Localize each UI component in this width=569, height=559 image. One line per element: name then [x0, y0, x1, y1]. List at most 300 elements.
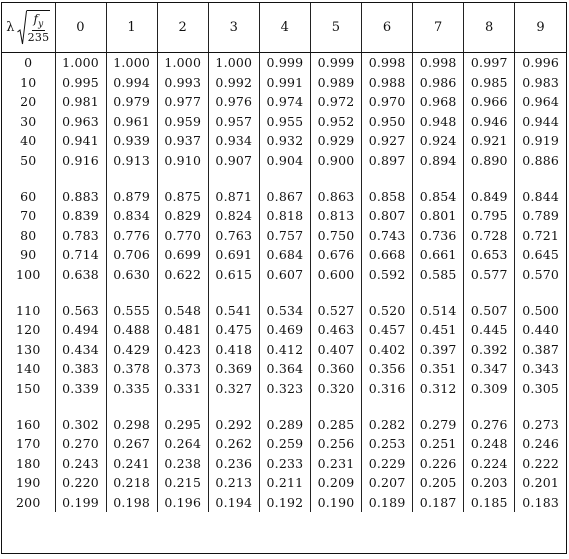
- spacer-cell: [259, 399, 310, 415]
- coefficient-cell: 0.246: [515, 434, 566, 454]
- coefficient-cell: 0.183: [515, 493, 566, 513]
- coefficient-cell: 0.995: [55, 73, 106, 93]
- coefficient-cell: 0.289: [259, 415, 310, 435]
- spacer-cell: [157, 285, 208, 301]
- sqrt-sign-icon: [17, 10, 27, 46]
- lambda-cell: 0: [24, 55, 33, 70]
- coefficient-cell: 0.986: [413, 73, 464, 93]
- table-row: [2, 245, 566, 265]
- column-header-8: 8: [464, 3, 515, 53]
- coefficient-cell: 0.879: [106, 187, 157, 207]
- coefficient-cell: 0.834: [106, 206, 157, 226]
- table-row: [2, 473, 566, 493]
- spacer-cell: [310, 399, 361, 415]
- lambda-cell: 130: [16, 341, 41, 357]
- coefficient-cell: 0.904: [259, 151, 310, 171]
- coefficient-cell: 0.320: [310, 379, 361, 399]
- coefficient-cell: 0.972: [310, 92, 361, 112]
- coefficient-cell: 0.988: [362, 73, 413, 93]
- coefficient-cell: 0.218: [106, 473, 157, 493]
- coefficient-cell: 0.937: [157, 131, 208, 151]
- coefficient-cell: 0.215: [157, 473, 208, 493]
- coefficient-cell: 0.199: [55, 493, 106, 513]
- coefficient-cell: 0.957: [208, 112, 259, 132]
- table-row: [2, 359, 566, 379]
- coefficient-cell: 0.351: [413, 359, 464, 379]
- coefficient-cell: 0.445: [464, 320, 515, 340]
- coefficient-cell: 0.238: [157, 454, 208, 474]
- coefficient-cell: 0.273: [515, 415, 566, 435]
- coefficient-cell: 0.691: [208, 245, 259, 265]
- table-row: [2, 379, 566, 399]
- coefficient-cell: 0.750: [310, 226, 361, 246]
- column-header-1: 1: [106, 3, 157, 53]
- table-row: [2, 112, 566, 132]
- coefficient-cell: 0.243: [55, 454, 106, 474]
- coefficient-cell: 0.944: [515, 112, 566, 132]
- coefficient-cell: 0.323: [259, 379, 310, 399]
- lambda-cell: 100: [16, 266, 41, 282]
- coefficient-cell: 0.364: [259, 359, 310, 379]
- coefficient-cell: 0.714: [55, 245, 106, 265]
- stability-coefficient-table-page: [1, 2, 567, 554]
- spacer-cell: [55, 171, 106, 187]
- spacer-cell: [310, 285, 361, 301]
- coefficient-cell: 0.457: [362, 320, 413, 340]
- table-row: [2, 415, 566, 435]
- coefficient-cell: 0.998: [413, 53, 464, 73]
- coefficient-cell: 0.615: [208, 265, 259, 285]
- coefficient-cell: 0.339: [55, 379, 106, 399]
- table-row: [2, 493, 566, 513]
- spacer-cell: [515, 171, 566, 187]
- sqrt-expression: [17, 10, 51, 46]
- coefficient-cell: 0.997: [464, 53, 515, 73]
- coefficient-cell: 0.327: [208, 379, 259, 399]
- coefficient-cell: 0.721: [515, 226, 566, 246]
- coefficient-cell: 0.913: [106, 151, 157, 171]
- lambda-cell: 180: [16, 455, 41, 471]
- table-row: [2, 265, 566, 285]
- coefficient-cell: 0.285: [310, 415, 361, 435]
- lambda-formula: [6, 10, 50, 46]
- coefficient-cell: 0.863: [310, 187, 361, 207]
- coefficient-cell: 0.527: [310, 301, 361, 321]
- coefficient-cell: 0.222: [515, 454, 566, 474]
- fy-numerator: [32, 13, 46, 31]
- coefficient-cell: 0.801: [413, 206, 464, 226]
- lambda-cell: 30: [20, 113, 37, 129]
- spacer-cell: [464, 171, 515, 187]
- coefficient-cell: 0.347: [464, 359, 515, 379]
- coefficient-cell: 0.807: [362, 206, 413, 226]
- coefficient-cell: 0.520: [362, 301, 413, 321]
- coefficient-cell: 0.570: [515, 265, 566, 285]
- coefficient-cell: 0.209: [310, 473, 361, 493]
- coefficient-cell: 0.224: [464, 454, 515, 474]
- coefficient-cell: 0.592: [362, 265, 413, 285]
- coefficient-cell: 0.959: [157, 112, 208, 132]
- lambda-cell: 40: [20, 133, 37, 149]
- coefficient-cell: 0.789: [515, 206, 566, 226]
- coefficient-cell: 0.231: [310, 454, 361, 474]
- coefficient-cell: 0.203: [464, 473, 515, 493]
- coefficient-cell: 0.976: [208, 92, 259, 112]
- coefficient-cell: 0.994: [106, 73, 157, 93]
- coefficient-cell: 0.934: [208, 131, 259, 151]
- coefficient-cell: 0.985: [464, 73, 515, 93]
- coefficient-cell: 0.706: [106, 245, 157, 265]
- coefficient-cell: 0.440: [515, 320, 566, 340]
- coefficient-cell: 0.795: [464, 206, 515, 226]
- lambda-cell: 150: [16, 380, 41, 396]
- coefficient-cell: 0.185: [464, 493, 515, 513]
- coefficient-cell: 0.929: [310, 131, 361, 151]
- lambda-cell: 20: [20, 94, 37, 110]
- coefficient-cell: 0.894: [413, 151, 464, 171]
- coefficient-cell: 0.875: [157, 187, 208, 207]
- coefficient-cell: 0.563: [55, 301, 106, 321]
- lambda-cell: 200: [16, 494, 41, 510]
- coefficient-cell: 0.451: [413, 320, 464, 340]
- coefficient-cell: 0.979: [106, 92, 157, 112]
- coefficient-cell: 0.829: [157, 206, 208, 226]
- spacer-cell: [208, 399, 259, 415]
- coefficient-cell: 0.194: [208, 493, 259, 513]
- lambda-header-cell: [2, 3, 55, 53]
- coefficient-cell: 0.974: [259, 92, 310, 112]
- coefficient-cell: 0.600: [310, 265, 361, 285]
- coefficient-cell: 0.373: [157, 359, 208, 379]
- coefficient-cell: 0.292: [208, 415, 259, 435]
- coefficient-cell: 0.312: [413, 379, 464, 399]
- stability-coefficient-table: [2, 3, 566, 512]
- coefficient-cell: 0.369: [208, 359, 259, 379]
- coefficient-cell: 0.343: [515, 359, 566, 379]
- fy-subscript: y: [38, 18, 44, 29]
- coefficient-cell: 0.966: [464, 92, 515, 112]
- coefficient-cell: 1.000: [208, 53, 259, 73]
- coefficient-cell: 0.992: [208, 73, 259, 93]
- coefficient-cell: 1.000: [55, 53, 106, 73]
- coefficient-cell: 1.000: [106, 53, 157, 73]
- coefficient-cell: 0.668: [362, 245, 413, 265]
- coefficient-cell: 0.481: [157, 320, 208, 340]
- coefficient-cell: 0.226: [413, 454, 464, 474]
- coefficient-cell: 0.757: [259, 226, 310, 246]
- coefficient-cell: 0.514: [413, 301, 464, 321]
- coefficient-cell: 0.192: [259, 493, 310, 513]
- spacer-cell: [310, 171, 361, 187]
- coefficient-cell: 0.229: [362, 454, 413, 474]
- coefficient-cell: 0.883: [55, 187, 106, 207]
- coefficient-cell: 0.233: [259, 454, 310, 474]
- coefficient-cell: 0.964: [515, 92, 566, 112]
- column-header-4: 4: [259, 3, 310, 53]
- coefficient-cell: 0.213: [208, 473, 259, 493]
- fy-symbol: f: [33, 11, 39, 26]
- coefficient-cell: 0.276: [464, 415, 515, 435]
- coefficient-cell: 0.316: [362, 379, 413, 399]
- lambda-cell: 50: [20, 152, 37, 168]
- coefficient-cell: 0.941: [55, 131, 106, 151]
- coefficient-cell: 0.267: [106, 434, 157, 454]
- spacer-cell: [413, 399, 464, 415]
- table-header: [2, 3, 566, 53]
- coefficient-cell: 0.383: [55, 359, 106, 379]
- spacer-cell: [157, 171, 208, 187]
- coefficient-cell: 0.585: [413, 265, 464, 285]
- coefficient-cell: 0.977: [157, 92, 208, 112]
- coefficient-cell: 0.378: [106, 359, 157, 379]
- table-body: [2, 53, 566, 513]
- coefficient-cell: 0.463: [310, 320, 361, 340]
- coefficient-cell: 0.282: [362, 415, 413, 435]
- coefficient-cell: 0.932: [259, 131, 310, 151]
- coefficient-cell: 0.824: [208, 206, 259, 226]
- spacer-cell: [55, 399, 106, 415]
- lambda-symbol: λ: [6, 20, 15, 35]
- coefficient-cell: 0.910: [157, 151, 208, 171]
- coefficient-cell: 0.262: [208, 434, 259, 454]
- fy-fraction: [28, 13, 50, 43]
- spacer-cell: [208, 171, 259, 187]
- coefficient-cell: 0.886: [515, 151, 566, 171]
- coefficient-cell: 0.900: [310, 151, 361, 171]
- coefficient-cell: 0.622: [157, 265, 208, 285]
- spacer-cell: [2, 399, 55, 415]
- coefficient-cell: 0.849: [464, 187, 515, 207]
- coefficient-cell: 1.000: [157, 53, 208, 73]
- coefficient-cell: 0.295: [157, 415, 208, 435]
- coefficient-cell: 0.939: [106, 131, 157, 151]
- column-header-2: 2: [157, 3, 208, 53]
- coefficient-cell: 0.488: [106, 320, 157, 340]
- coefficient-cell: 0.279: [413, 415, 464, 435]
- coefficient-cell: 0.331: [157, 379, 208, 399]
- spacer-cell: [362, 171, 413, 187]
- coefficient-cell: 0.630: [106, 265, 157, 285]
- coefficient-cell: 0.190: [310, 493, 361, 513]
- coefficient-cell: 0.534: [259, 301, 310, 321]
- fy-denominator: 235: [27, 30, 50, 44]
- table-row: [2, 151, 566, 171]
- coefficient-cell: 0.236: [208, 454, 259, 474]
- spacer-cell: [515, 399, 566, 415]
- coefficient-cell: 0.684: [259, 245, 310, 265]
- coefficient-cell: 0.198: [106, 493, 157, 513]
- spacer-cell: [259, 285, 310, 301]
- coefficient-cell: 0.645: [515, 245, 566, 265]
- table-row: [2, 434, 566, 454]
- spacer-cell: [157, 399, 208, 415]
- lambda-cell: 170: [16, 436, 41, 452]
- coefficient-cell: 0.264: [157, 434, 208, 454]
- group-spacer-row: [2, 285, 566, 301]
- coefficient-cell: 0.961: [106, 112, 157, 132]
- table-row: [2, 454, 566, 474]
- coefficient-cell: 0.999: [259, 53, 310, 73]
- spacer-cell: [464, 399, 515, 415]
- coefficient-cell: 0.867: [259, 187, 310, 207]
- spacer-cell: [362, 399, 413, 415]
- coefficient-cell: 0.356: [362, 359, 413, 379]
- spacer-cell: [515, 285, 566, 301]
- coefficient-cell: 0.251: [413, 434, 464, 454]
- coefficient-cell: 0.952: [310, 112, 361, 132]
- coefficient-cell: 0.429: [106, 340, 157, 360]
- coefficient-cell: 0.991: [259, 73, 310, 93]
- coefficient-cell: 0.963: [55, 112, 106, 132]
- lambda-cell: 60: [20, 188, 37, 204]
- coefficient-cell: 0.577: [464, 265, 515, 285]
- coefficient-cell: 0.555: [106, 301, 157, 321]
- coefficient-cell: 0.302: [55, 415, 106, 435]
- coefficient-cell: 0.890: [464, 151, 515, 171]
- coefficient-cell: 0.607: [259, 265, 310, 285]
- table-row: [2, 226, 566, 246]
- coefficient-cell: 0.241: [106, 454, 157, 474]
- coefficient-cell: 0.402: [362, 340, 413, 360]
- table-row: [2, 73, 566, 93]
- coefficient-cell: 0.993: [157, 73, 208, 93]
- spacer-cell: [106, 399, 157, 415]
- coefficient-cell: 0.921: [464, 131, 515, 151]
- coefficient-cell: 0.397: [413, 340, 464, 360]
- coefficient-cell: 0.907: [208, 151, 259, 171]
- coefficient-cell: 0.205: [413, 473, 464, 493]
- coefficient-cell: 0.548: [157, 301, 208, 321]
- coefficient-cell: 0.927: [362, 131, 413, 151]
- spacer-cell: [106, 285, 157, 301]
- coefficient-cell: 0.253: [362, 434, 413, 454]
- lambda-cell: 80: [20, 227, 37, 243]
- column-header-3: 3: [208, 3, 259, 53]
- column-header-5: 5: [310, 3, 361, 53]
- coefficient-cell: 0.924: [413, 131, 464, 151]
- coefficient-cell: 0.736: [413, 226, 464, 246]
- spacer-cell: [2, 285, 55, 301]
- coefficient-cell: 0.220: [55, 473, 106, 493]
- coefficient-cell: 0.916: [55, 151, 106, 171]
- coefficient-cell: 0.728: [464, 226, 515, 246]
- coefficient-cell: 0.970: [362, 92, 413, 112]
- spacer-cell: [413, 285, 464, 301]
- coefficient-cell: 0.661: [413, 245, 464, 265]
- coefficient-cell: 0.248: [464, 434, 515, 454]
- coefficient-cell: 0.743: [362, 226, 413, 246]
- coefficient-cell: 0.999: [310, 53, 361, 73]
- coefficient-cell: 0.494: [55, 320, 106, 340]
- coefficient-cell: 0.946: [464, 112, 515, 132]
- column-header-9: 9: [515, 3, 566, 53]
- coefficient-cell: 0.392: [464, 340, 515, 360]
- spacer-cell: [208, 285, 259, 301]
- coefficient-cell: 0.844: [515, 187, 566, 207]
- coefficient-cell: 0.948: [413, 112, 464, 132]
- coefficient-cell: 0.507: [464, 301, 515, 321]
- coefficient-cell: 0.211: [259, 473, 310, 493]
- lambda-cell: 160: [16, 416, 41, 432]
- coefficient-cell: 0.407: [310, 340, 361, 360]
- coefficient-cell: 0.541: [208, 301, 259, 321]
- spacer-cell: [106, 171, 157, 187]
- coefficient-cell: 0.989: [310, 73, 361, 93]
- coefficient-cell: 0.196: [157, 493, 208, 513]
- coefficient-cell: 0.500: [515, 301, 566, 321]
- spacer-cell: [55, 285, 106, 301]
- table-row: [2, 301, 566, 321]
- coefficient-cell: 0.854: [413, 187, 464, 207]
- coefficient-cell: 0.950: [362, 112, 413, 132]
- spacer-cell: [464, 285, 515, 301]
- coefficient-cell: 0.387: [515, 340, 566, 360]
- coefficient-cell: 0.189: [362, 493, 413, 513]
- coefficient-cell: 0.763: [208, 226, 259, 246]
- table-row: [2, 320, 566, 340]
- coefficient-cell: 0.783: [55, 226, 106, 246]
- coefficient-cell: 0.360: [310, 359, 361, 379]
- coefficient-cell: 0.998: [362, 53, 413, 73]
- column-header-0: 0: [55, 3, 106, 53]
- coefficient-cell: 0.653: [464, 245, 515, 265]
- table-row: [2, 340, 566, 360]
- coefficient-cell: 0.955: [259, 112, 310, 132]
- coefficient-cell: 0.305: [515, 379, 566, 399]
- table-row: [2, 206, 566, 226]
- coefficient-cell: 0.897: [362, 151, 413, 171]
- coefficient-cell: 0.839: [55, 206, 106, 226]
- coefficient-cell: 0.259: [259, 434, 310, 454]
- coefficient-cell: 0.818: [259, 206, 310, 226]
- coefficient-cell: 0.469: [259, 320, 310, 340]
- spacer-cell: [362, 285, 413, 301]
- coefficient-cell: 0.996: [515, 53, 566, 73]
- coefficient-cell: 0.201: [515, 473, 566, 493]
- table-row: [2, 53, 566, 73]
- column-header-6: 6: [362, 3, 413, 53]
- lambda-cell: 120: [16, 322, 41, 338]
- group-spacer-row: [2, 171, 566, 187]
- table-row: [2, 187, 566, 207]
- spacer-cell: [413, 171, 464, 187]
- lambda-cell: 190: [16, 475, 41, 491]
- coefficient-cell: 0.858: [362, 187, 413, 207]
- table-row: [2, 92, 566, 112]
- coefficient-cell: 0.412: [259, 340, 310, 360]
- coefficient-cell: 0.699: [157, 245, 208, 265]
- coefficient-cell: 0.418: [208, 340, 259, 360]
- coefficient-cell: 0.423: [157, 340, 208, 360]
- spacer-cell: [2, 171, 55, 187]
- lambda-cell: 90: [20, 247, 37, 263]
- coefficient-cell: 0.335: [106, 379, 157, 399]
- lambda-cell: 70: [20, 208, 37, 224]
- sqrt-vinculum: [27, 10, 51, 46]
- lambda-cell: 10: [20, 74, 37, 90]
- coefficient-cell: 0.676: [310, 245, 361, 265]
- coefficient-cell: 0.187: [413, 493, 464, 513]
- coefficient-cell: 0.871: [208, 187, 259, 207]
- coefficient-cell: 0.919: [515, 131, 566, 151]
- coefficient-cell: 0.776: [106, 226, 157, 246]
- coefficient-cell: 0.638: [55, 265, 106, 285]
- coefficient-cell: 0.309: [464, 379, 515, 399]
- coefficient-cell: 0.256: [310, 434, 361, 454]
- spacer-cell: [259, 171, 310, 187]
- header-row: [2, 3, 566, 53]
- coefficient-cell: 0.770: [157, 226, 208, 246]
